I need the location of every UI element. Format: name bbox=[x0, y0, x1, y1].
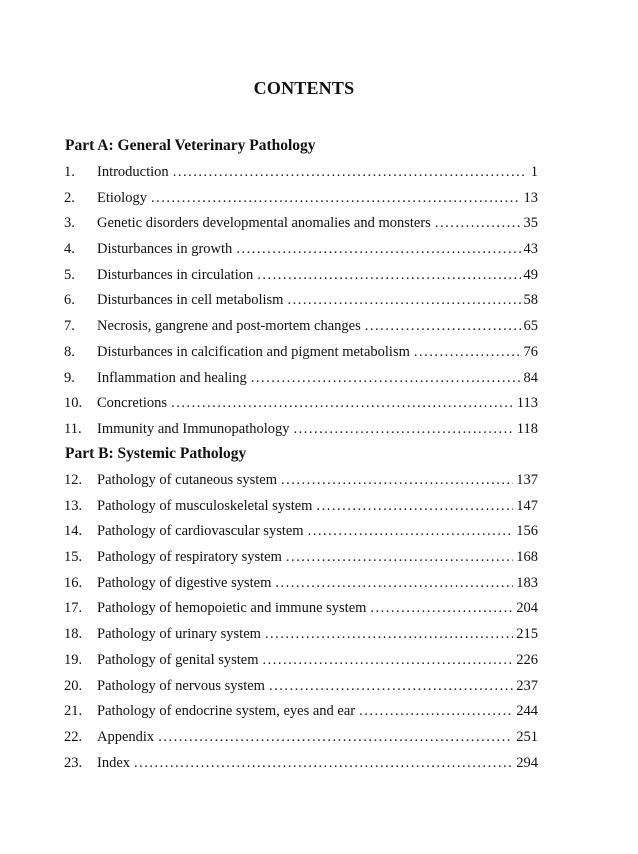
toc-entry-number: 22. bbox=[64, 728, 83, 745]
toc-entry bbox=[64, 468, 538, 494]
toc-entry-title: Concretions bbox=[97, 395, 168, 412]
toc-entry-page-number: 215 bbox=[516, 626, 538, 643]
dot-leader bbox=[275, 571, 513, 597]
toc-entry-title: Disturbances in growth bbox=[97, 241, 233, 258]
part-a-entries bbox=[64, 160, 538, 443]
toc-entry-number: 14. bbox=[64, 523, 83, 540]
dot-leader bbox=[257, 263, 520, 289]
toc-entry bbox=[64, 699, 538, 725]
toc-entry bbox=[64, 314, 538, 340]
part-a-heading: Part A: General Veterinary Pathology bbox=[65, 137, 316, 154]
toc-entry-page-number: 76 bbox=[523, 343, 538, 360]
dot-leader bbox=[158, 725, 513, 751]
dot-leader bbox=[281, 468, 513, 494]
toc-entry bbox=[64, 751, 538, 777]
toc-entry-number: 9. bbox=[64, 369, 75, 386]
toc-entry-title: Immunity and Immunopathology bbox=[97, 420, 290, 437]
toc-entry-number: 19. bbox=[64, 651, 83, 668]
toc-entry bbox=[64, 160, 538, 186]
part-b-entries bbox=[64, 468, 538, 776]
dot-leader bbox=[134, 751, 513, 777]
toc-entry-number: 7. bbox=[64, 318, 75, 335]
toc-entry bbox=[64, 211, 538, 237]
toc-entry-page-number: 156 bbox=[516, 523, 538, 540]
toc-entry-title: Disturbances in circulation bbox=[97, 266, 254, 283]
toc-entry bbox=[64, 596, 538, 622]
toc-entry-title: Genetic disorders developmental anomalies and monsters bbox=[97, 215, 431, 232]
toc-entry-title: Pathology of cardiovascular system bbox=[97, 523, 304, 540]
toc-entry-number: 16. bbox=[64, 574, 83, 591]
toc-entry-page-number: 58 bbox=[523, 292, 538, 309]
toc-entry-page-number: 43 bbox=[523, 241, 538, 258]
part-b-heading: Part B: Systemic Pathology bbox=[65, 445, 247, 462]
toc-entry-page-number: 113 bbox=[516, 395, 538, 412]
toc-entry-number: 8. bbox=[64, 343, 75, 360]
page-title: CONTENTS bbox=[253, 78, 355, 98]
dot-leader bbox=[269, 674, 513, 700]
toc-entry-page-number: 294 bbox=[516, 754, 538, 771]
toc-entry-title: Pathology of cutaneous system bbox=[97, 472, 278, 488]
toc-entry-number: 3. bbox=[64, 215, 75, 232]
toc-entry-page-number: 204 bbox=[516, 600, 538, 617]
toc-entry-number: 4. bbox=[64, 241, 75, 258]
toc-entry-number: 18. bbox=[64, 626, 83, 643]
toc-entry-title: Inflammation and healing bbox=[97, 369, 247, 386]
toc-entry-title: Pathology of nervous system bbox=[97, 677, 265, 694]
toc-entry-page-number: 244 bbox=[516, 703, 538, 720]
dot-leader bbox=[251, 366, 521, 392]
toc-entry-title: Pathology of urinary system bbox=[97, 626, 261, 643]
toc-entry-title: Pathology of genital system bbox=[97, 651, 259, 668]
toc-entry-page-number: 168 bbox=[516, 549, 538, 566]
toc-entry-number: 6. bbox=[64, 292, 75, 309]
toc-entry bbox=[64, 263, 538, 289]
toc-entry-title: Disturbances in cell metabolism bbox=[97, 292, 284, 309]
toc-entry bbox=[64, 674, 538, 700]
dot-leader bbox=[151, 186, 521, 212]
toc-entry-title: Etiology bbox=[97, 189, 147, 206]
toc-entry-title: Pathology of endocrine system, eyes and ear bbox=[97, 703, 356, 720]
dot-leader bbox=[171, 391, 514, 417]
toc-entry bbox=[64, 545, 538, 571]
toc-entry-title: Pathology of hemopoietic and immune system bbox=[97, 600, 367, 617]
toc-entry-title: Necrosis, gangrene and post-mortem changes bbox=[97, 318, 361, 335]
toc-entry bbox=[64, 288, 538, 314]
toc-entry-page-number: 237 bbox=[516, 677, 538, 694]
toc-entry-page-number: 84 bbox=[523, 369, 538, 386]
dot-leader bbox=[265, 622, 513, 648]
toc-entry bbox=[64, 725, 538, 751]
dot-leader bbox=[414, 340, 521, 366]
dot-leader bbox=[370, 596, 513, 622]
toc-entry bbox=[64, 417, 538, 443]
dot-leader bbox=[236, 237, 520, 263]
toc-entry-number: 15. bbox=[64, 549, 83, 566]
toc-entry-page-number: 137 bbox=[516, 472, 538, 488]
toc-entry-page-number: 147 bbox=[516, 497, 538, 514]
toc-entry bbox=[64, 340, 538, 366]
toc-entry-page-number: 65 bbox=[523, 318, 538, 335]
toc-entry-page-number: 226 bbox=[516, 651, 538, 668]
toc-entry bbox=[64, 494, 538, 520]
toc-entry-title: Pathology of musculoskeletal system bbox=[97, 497, 313, 514]
dot-leader bbox=[359, 699, 513, 725]
toc-entry-number: 23. bbox=[64, 754, 83, 771]
dot-leader bbox=[308, 519, 514, 545]
toc-entry bbox=[64, 366, 538, 392]
toc-entry-number: 21. bbox=[64, 703, 83, 720]
toc-entry-page-number: 183 bbox=[516, 574, 538, 591]
toc-entry-title: Index bbox=[97, 754, 131, 771]
toc-entry-title: Appendix bbox=[97, 728, 155, 745]
dot-leader bbox=[365, 314, 521, 340]
toc-entry-page-number: 1 bbox=[530, 164, 538, 180]
toc-entry bbox=[64, 622, 538, 648]
toc-entry bbox=[64, 519, 538, 545]
toc-entry-number: 11. bbox=[64, 420, 82, 437]
toc-entry-title: Pathology of respiratory system bbox=[97, 549, 282, 566]
toc-entry-number: 2. bbox=[64, 189, 75, 206]
dot-leader bbox=[286, 545, 513, 571]
toc-entry-page-number: 35 bbox=[523, 215, 538, 232]
toc-entry bbox=[64, 648, 538, 674]
toc-entry-number: 10. bbox=[64, 395, 83, 412]
dot-leader bbox=[287, 288, 520, 314]
toc-entry-title: Pathology of digestive system bbox=[97, 574, 272, 591]
toc-entry-title: Introduction bbox=[97, 164, 169, 180]
toc-entry-number: 5. bbox=[64, 266, 75, 283]
dot-leader bbox=[173, 160, 525, 186]
toc-entry bbox=[64, 571, 538, 597]
dot-leader bbox=[294, 417, 514, 443]
toc-entry-number: 13. bbox=[64, 497, 83, 514]
toc-entry-number: 17. bbox=[64, 600, 83, 617]
toc-entry-page-number: 251 bbox=[516, 728, 538, 745]
toc-entry bbox=[64, 391, 538, 417]
toc-entry-number: 20. bbox=[64, 677, 83, 694]
dot-leader bbox=[263, 648, 514, 674]
dot-leader bbox=[435, 211, 521, 237]
toc-entry-number: 1. bbox=[64, 164, 75, 180]
toc-entry-title: Disturbances in calcification and pigment metabolism bbox=[97, 343, 410, 360]
toc-entry bbox=[64, 186, 538, 212]
dot-leader bbox=[316, 494, 513, 520]
toc-entry-page-number: 49 bbox=[523, 266, 538, 283]
toc-entry-page-number: 13 bbox=[523, 189, 538, 206]
toc-entry bbox=[64, 237, 538, 263]
toc-entry-number: 12. bbox=[64, 472, 83, 488]
toc-entry-page-number: 118 bbox=[516, 420, 538, 437]
